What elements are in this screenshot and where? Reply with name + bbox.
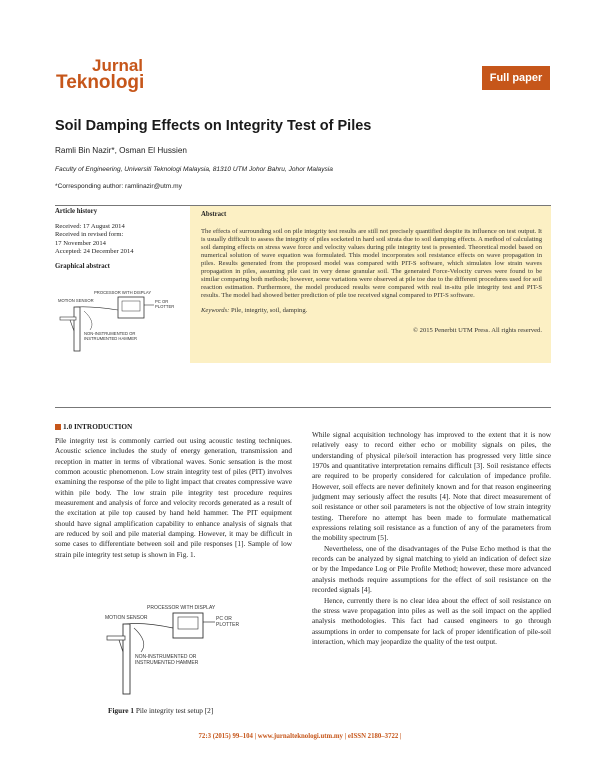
keywords <box>201 307 542 315</box>
logo-line-jurnal: Jurnal <box>92 56 144 75</box>
logo-line-teknologi: Teknologi <box>56 72 145 93</box>
intro-paragraph-3: Nevertheless, one of the disadvantages of the Pulse Echo method is that the records can be analyzed by signal matching to yield an indication of defect size or by the Impedance Log or Pile Profile Method; however, these more advanced analysis methods require assumptions for the effect of soil resistance on the recorded signals [4]. <box>312 543 551 595</box>
paper-title: Soil Damping Effects on Integrity Test of Piles <box>55 118 372 134</box>
fig-label-sensor: MOTION SENSOR <box>58 298 94 303</box>
section-heading-introduction <box>55 422 132 431</box>
page-footer: 72:3 (2015) 99–104 | www.jurnalteknologi.utm.my | eISSN 2180–3722 | <box>198 733 402 740</box>
section-marker-icon <box>55 424 61 430</box>
fig-label-plotter: PLOTTER <box>155 304 175 309</box>
divider-bottom <box>55 407 551 408</box>
abstract-text: The effects of surrounding soil on pile integrity test results are still not precisely quantified despite its influence on test output. It is usually difficult to assess the integrity of piles socketed in hard soil strata due to soil damping effects. A method of calculating soil damping effects on stress wave force and velocity values during pile integrity test is presented. Theoretical model based on numerical solution of wave equation was formulated. This model incorporates soil resistance effects on wave propagation in piles. Results generated from the proposed model was compared with PIT-S software, which simulates low strain waves propagation in piles, assuming pile cast in very dense granular soil. The generated Force-Velocity curves were found to be similar comparing both methods; however, some variations were observed at pile toe due to the different procedures used for soil reaction estimation. Furthermore, the model produced results were compared with real in-situ pile integrity test and PIT-S results. The model had showed better prediction of pile toe received signal compared to PIT-S software. <box>201 228 542 300</box>
fig1-label-processor: PROCESSOR WITH DISPLAY <box>147 605 216 611</box>
journal-logo <box>56 57 196 91</box>
intro-paragraph-2: While signal acquisition technology has improved to the extent that it is now relatively easy to record either echo or mobility signals on piles, the understanding of physical pile/soil interaction has progressed very little since 1970s and quantitative interpretation remains difficult [3]. Soil resistance effects are required to be properly considered for calculation of impedance profile. However, soil effects are never definitely known and for that reason engineering judgment may seriously affect the results [4]. Note that direct measurement of soil resistance or other soil parameters is not the objective of low strain integrity testing. Therefore no attempt has been made to formulate mathematical expressions relating soil resistance as a function of any of the parameters from the mobility spectrum [5]. <box>312 430 551 543</box>
graphical-abstract-heading: Graphical abstract <box>55 263 110 271</box>
fig-label-hammer-2: INSTRUMENTED HAMMER <box>84 336 138 341</box>
fig1-label-plotter: PLOTTER <box>216 622 240 628</box>
full-paper-badge: Full paper <box>482 66 550 90</box>
article-info-panel <box>55 208 190 278</box>
history-line: Accepted: 24 December 2014 <box>55 247 134 255</box>
fig-label-processor: PROCESSOR WITH DISPLAY <box>94 290 152 295</box>
article-history-list <box>55 223 190 256</box>
paper-affiliation: Faculty of Engineering, Universiti Teknologi Malaysia, 81310 UTM Johor Bahru, Johor Malaysia <box>55 166 333 173</box>
fig-label-hammer-1: NON-INSTRUMENTED OR <box>84 331 136 336</box>
left-column <box>55 436 292 560</box>
copyright: © 2015 Penerbit UTM Press. All rights reserved. <box>413 326 542 334</box>
paper-authors: Ramli Bin Nazir*, Osman El Hussien <box>55 146 187 155</box>
article-history-heading: Article history <box>55 208 98 215</box>
fig1-label-hammer-2: INSTRUMENTED HAMMER <box>135 660 199 666</box>
right-column <box>312 430 551 647</box>
figure-1-caption <box>108 706 213 715</box>
intro-paragraph-1: Pile integrity test is commonly carried out using acoustic testing techniques. Acoustic science includes the study of energy generation, transmission and reception in matter in terms of vibrational waves. Sonic sensation is the most common acoustic phenomenon. Low strain integrity test of piles (PIT) involves examining the response of the pile to light impact that creates compressive wave within pile body. The low strain pile integrity test procedure requires measurement and analysis of force and velocity records generated as a result of the excitation at pile top caused by hand held hammer. The PIT equipment should have signal amplification capability to enhance analysis of signals that are reduced by soil and pile material damping. However, it may be difficult in some cases to differentiate between soil and pile responses [1]. Sample of low strain pile integrity test setup is shown in Fig. 1. <box>55 436 292 559</box>
history-line: 17 November 2014 <box>55 239 106 247</box>
figure-1-label: Figure 1 <box>108 706 135 715</box>
fig1-label-pc: PC OR <box>216 616 232 622</box>
fig1-label-sensor: MOTION SENSOR <box>105 615 148 621</box>
intro-paragraph-4: Hence, currently there is no clear idea about the effect of soil resistance on the stress wave propagation into piles as well as the soil impact on the applied analysis methodologies. This fact had caused engineers to go through assumptions in order to compensate for lack of proper identification of pile-soil interaction, which may jeopardize the quality of the test output. <box>312 595 551 646</box>
figure-1-diagram <box>103 600 253 696</box>
graphical-abstract-figure <box>56 287 190 357</box>
keywords-value: Pile, integrity, soil, damping. <box>229 307 308 315</box>
abstract-box <box>190 206 551 363</box>
fig1-label-hammer-1: NON-INSTRUMENTED OR <box>135 654 197 660</box>
section-title: 1.0 INTRODUCTION <box>63 422 133 431</box>
fig-label-pc: PC OR <box>155 299 169 304</box>
corresponding-author: *Corresponding author: ramlinazir@utm.my <box>55 183 182 190</box>
history-line: Received: 17 August 2014 <box>55 223 125 231</box>
abstract-heading: Abstract <box>201 211 227 218</box>
history-line: Received in revised form: <box>55 231 124 239</box>
figure-1-caption-text: Pile integrity test setup [2] <box>134 706 214 715</box>
keywords-label: Keywords: <box>201 307 230 315</box>
